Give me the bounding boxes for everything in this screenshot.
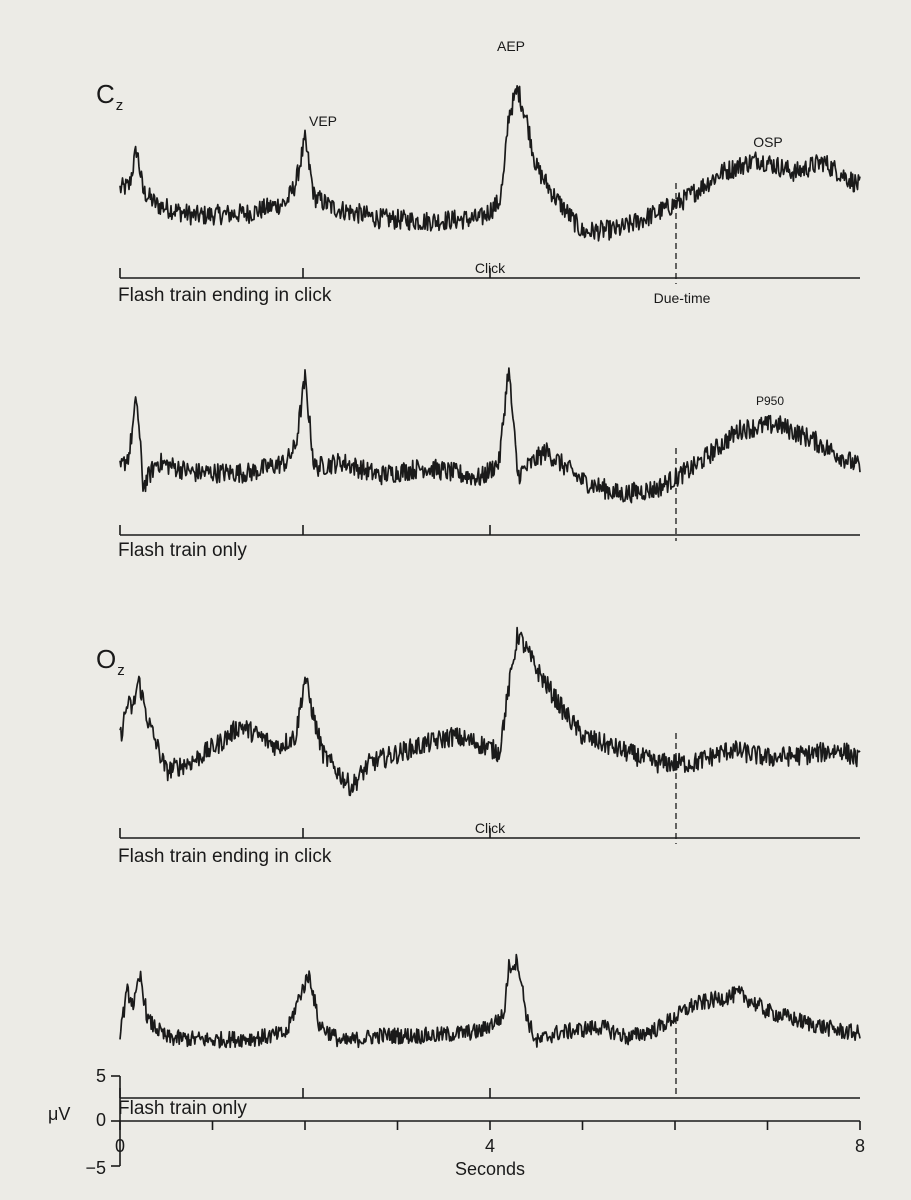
erp-trace [120,86,860,241]
x-tick-label: 0 [114,1136,126,1156]
electrode-label: $C_z$ [96,79,124,114]
x-tick-label: 8 [854,1136,866,1156]
peak-label: OSP [753,134,783,150]
erp-trace [120,368,860,503]
y-tick-label: −5 [85,1158,106,1178]
electrode-subscript: z [117,662,125,679]
peak-label: AEP [496,38,526,54]
condition-label: Flash train only [118,1098,247,1119]
click-label: Click [474,820,506,836]
y-axis-label: μV [48,1104,71,1124]
panels-layer [96,38,860,1119]
click-label: Click [474,260,506,276]
erp-trace [120,628,860,796]
condition-label: Flash train ending in click [118,846,332,867]
y-tick-label: 5 [95,1066,106,1086]
erp-trace [120,955,860,1048]
y-tick-label: 0 [95,1110,106,1130]
x-tick-label: 4 [484,1136,496,1156]
panel-2 [118,368,860,561]
condition-label: Flash train only [118,540,247,561]
panel-1 [96,38,860,306]
peak-label: P950 [755,394,785,408]
x-axis-label: Seconds [454,1159,526,1179]
peak-label: VEP [308,113,338,129]
panel-3 [96,628,860,867]
due-time-label: Due-time [653,290,711,306]
condition-label: Flash train ending in click [118,285,332,306]
electrode-subscript: z [115,97,124,114]
panel-4 [118,955,860,1119]
scale-axis [48,1066,865,1179]
electrode-label: $O_z$ [96,644,125,679]
